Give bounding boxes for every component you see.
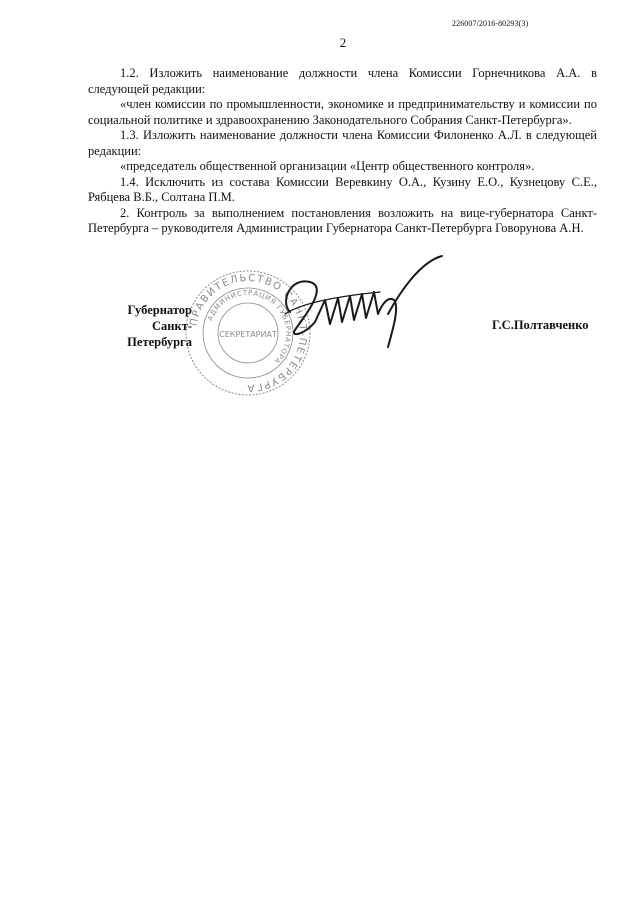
signature-block [0, 272, 640, 408]
governor-title-line-1: Губернатор [127, 303, 192, 317]
seal-outer-text: ПРАВИТЕЛЬСТВО САНКТ-ПЕТЕРБУРГА [188, 272, 309, 394]
document-id: 226007/2016-80293(3) [452, 19, 529, 28]
paragraph-1-2: 1.2. Изложить наименование должности члена Комиссии Горнечникова А.А. в следующей редакции: [88, 66, 597, 96]
governor-name: Г.С.Полтавченко [492, 318, 589, 332]
seal-center-text: СЕКРЕТАРИАТ [219, 330, 277, 339]
paragraph-1-3: 1.3. Изложить наименование должности члена Комиссии Филоненко А.Л. в следующей редакции: [88, 128, 597, 158]
governor-title-line-2: Санкт-Петербурга [127, 319, 192, 349]
paragraph-1-4: 1.4. Исключить из состава Комиссии Веревкину О.А., Кузину Е.О., Кузнецову С.Е., Рябцева В.Б., Солтана П.М. [88, 174, 597, 204]
seal-inner-text: АДМИНИСТРАЦИЯ ГУБЕРНАТОРА [206, 288, 293, 366]
document-body [88, 66, 597, 237]
paragraph-1-2-quote: «член комиссии по промышленности, экономике и предпринимательству и комиссии по социальной политике и здравоохранению Законодательного Собрания Санкт-Петербурга». [88, 97, 597, 127]
handwritten-signature [270, 252, 450, 362]
governor-title [88, 302, 192, 350]
page-number: 2 [339, 35, 347, 50]
paragraph-2: 2. Контроль за выполнением постановления возложить на вице-губернатора Санкт-Петербурга – руководителя Администрации Губернатора Санкт-Петербурга Говорунова А.Н. [88, 205, 597, 235]
paragraph-1-3-quote: «председатель общественной организации «Центр общественного контроля». [120, 159, 535, 173]
